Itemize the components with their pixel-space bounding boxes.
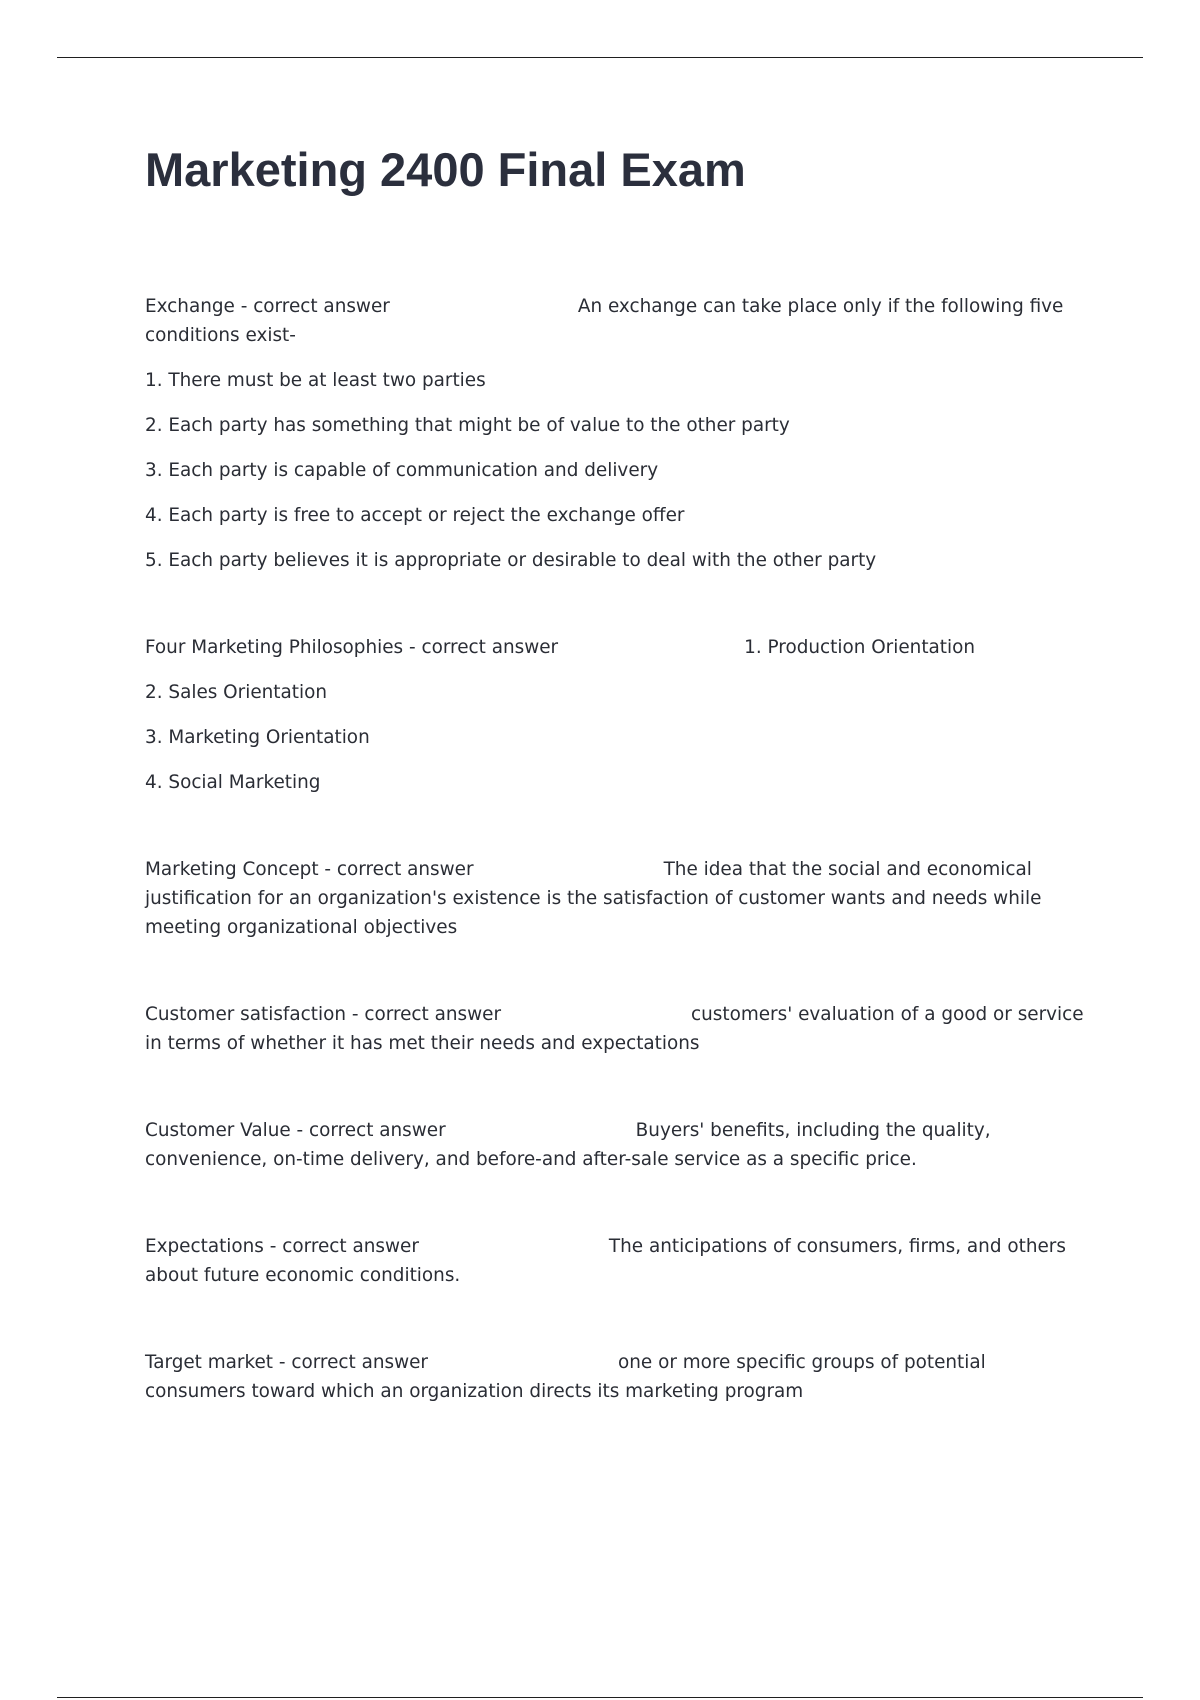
flashcard-marketing-concept [145,855,1090,942]
flashcard-answer: The anticipations of consumers, firms, and others about future economic conditions. [145,1236,1066,1286]
list-item: 2. Each party has something that might be of value to the other party [145,415,790,436]
flashcard-text [145,1232,1090,1290]
list-item: 4. Social Marketing [145,772,321,793]
flashcard-term: Expectations - correct answer [145,1236,419,1257]
flashcard-exchange [145,292,1090,575]
page-title: Marketing 2400 Final Exam [145,143,746,196]
flashcard-answer: The idea that the social and economical justification for an organization's existence is the satisfaction of customer wants and needs while meeting organizational objectives [145,859,1042,938]
flashcard-term: Customer Value - correct answer [145,1120,446,1141]
flashcard-four-marketing-philosophies [145,633,1090,797]
flashcard-text [145,1116,1090,1174]
flashcard-answer: Buyers' benefits, including the quality, convenience, on-time delivery, and before-and after-sale service as a specific price. [145,1120,991,1170]
flashcard-answer: one or more specific groups of potential consumers toward which an organization directs its marketing program [145,1352,986,1402]
top-rule [57,57,1143,58]
bottom-rule [57,1697,1143,1698]
list-item: 3. Marketing Orientation [145,727,370,748]
list-item: 4. Each party is free to accept or reject the exchange offer [145,505,685,526]
flashcard-expectations [145,1232,1090,1290]
flashcard-text [145,633,1090,662]
flashcard-text [145,1348,1090,1406]
flashcard-term: Four Marketing Philosophies - correct answer [145,637,559,658]
flashcard-customer-value [145,1116,1090,1174]
flashcard-list [145,292,1090,1406]
flashcard-term: Marketing Concept - correct answer [145,859,474,880]
flashcard-customer-satisfaction [145,1000,1090,1058]
flashcard-answer: An exchange can take place only if the following five conditions exist- [145,296,1064,346]
flashcard-text [145,292,1090,350]
flashcard-target-market [145,1348,1090,1406]
flashcard-answer: customers' evaluation of a good or service in terms of whether it has met their needs and expectations [145,1004,1084,1054]
flashcard-term: Exchange - correct answer [145,296,390,317]
flashcard-answer: 1. Production Orientation [744,637,976,658]
list-item: 1. There must be at least two parties [145,370,486,391]
flashcard-term: Target market - correct answer [145,1352,428,1373]
flashcard-text [145,1000,1090,1058]
list-item: 5. Each party believes it is appropriate or desirable to deal with the other party [145,550,877,571]
flashcard-text [145,855,1090,942]
list-item: 2. Sales Orientation [145,682,328,703]
list-item: 3. Each party is capable of communication and delivery [145,460,659,481]
flashcard-term: Customer satisfaction - correct answer [145,1004,502,1025]
